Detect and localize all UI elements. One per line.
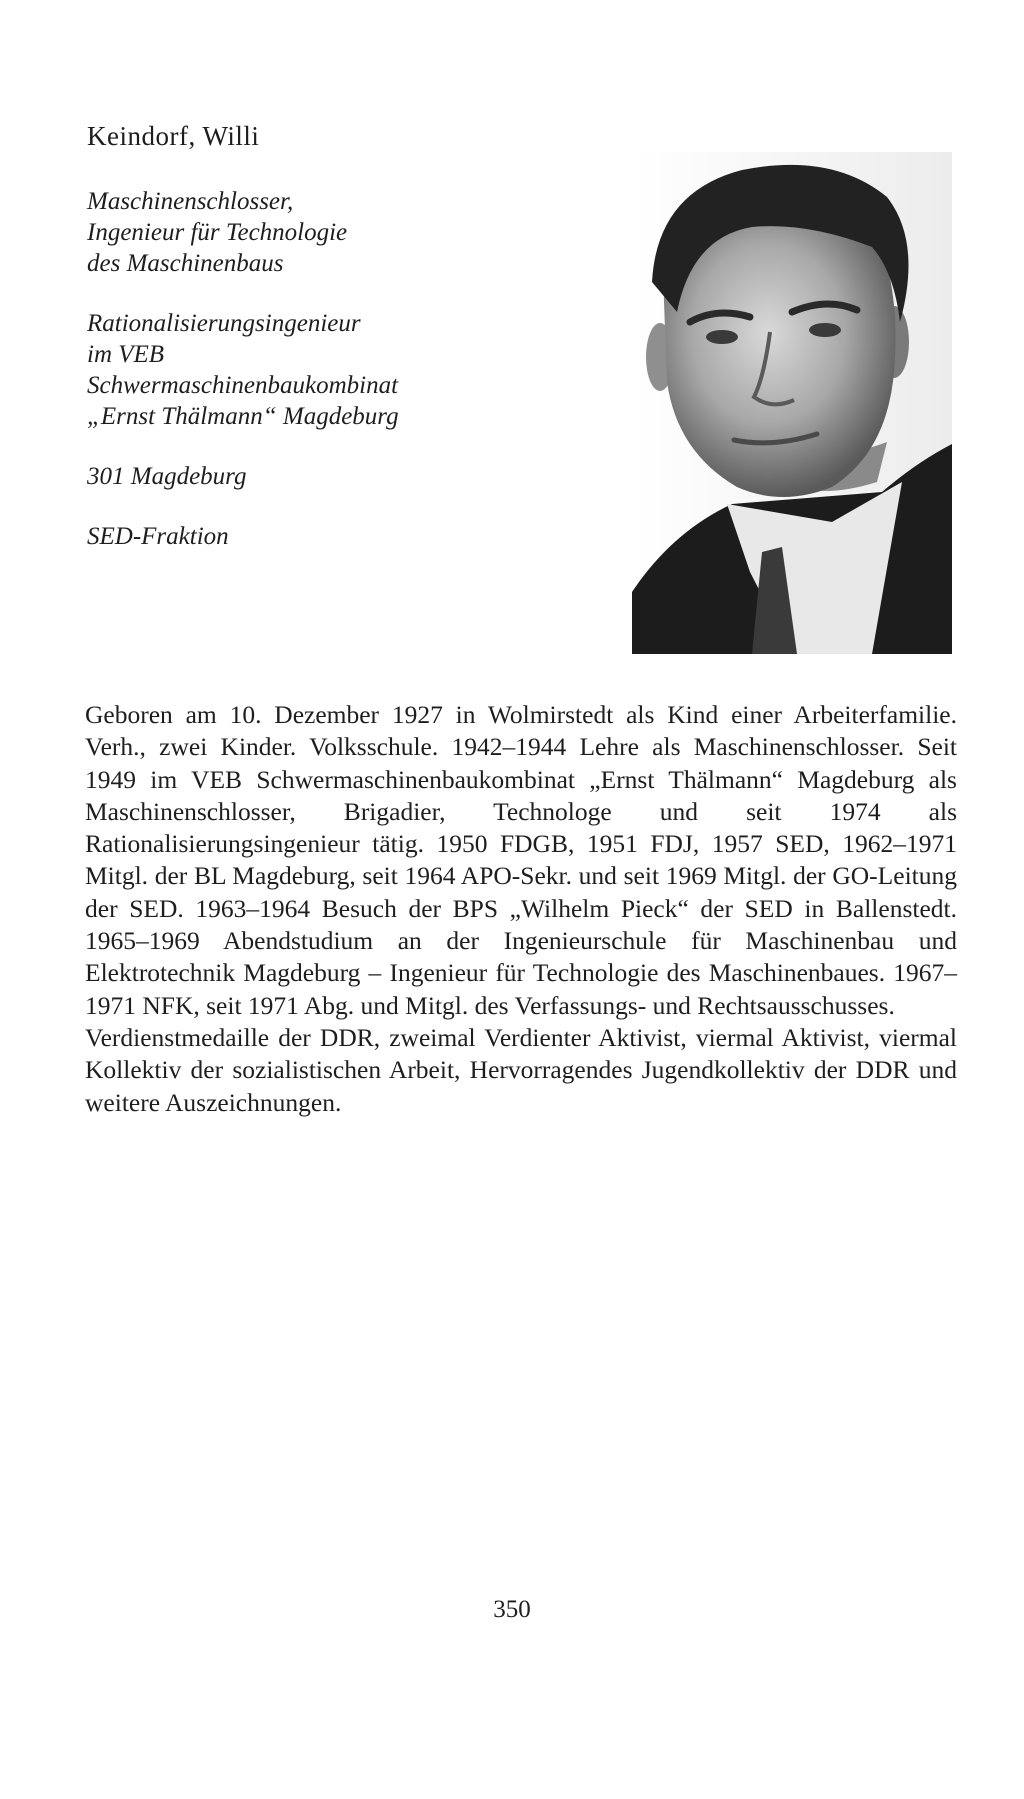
biography-paragraph: Geboren am 10. Dezember 1927 in Wolmirstedt als Kind einer Arbeiterfamilie. Verh., zwei Kinder. Volksschule. 1942–1944 Lehre als Maschinenschlosser. Seit 1949 im VEB Schwermaschinenbaukombinat „Ernst Thälmann“ Magdeburg als Maschinenschlosser, Brigadier, Technologe und seit 1974 als Rationalisierungsingenieur tätig. 1950 FDGB, 1951 FDJ, 1957 SED, 1962–1971 Mitgl. der BL Magdeburg, seit 1964 APO-Sekr. und seit 1969 Mitgl. der GO-Leitung der SED. 1963–1964 Besuch der BPS „Wilhelm Pieck“ der SED in Ballenstedt. 1965–1969 Abendstudium an der Ingenieurschule für Maschinenbau und Elektrotechnik Magdeburg – Ingenieur für Technologie des Maschinenbaues. 1967–1971 NFK, seit 1971 Abg. und Mitgl. des Verfassungs- und Rechtsausschusses. bbox=[85, 700, 957, 1020]
address: 301 Magdeburg bbox=[87, 463, 247, 490]
profession-line: Ingenieur für Technologie bbox=[87, 219, 348, 246]
biography bbox=[85, 699, 957, 1119]
position-line: Rationalisierungsingenieur bbox=[87, 310, 361, 337]
profession-block bbox=[87, 186, 607, 279]
faction: SED-Fraktion bbox=[87, 523, 229, 550]
person-info bbox=[87, 186, 607, 581]
person-name: Keindorf, Willi bbox=[87, 121, 260, 151]
position-block bbox=[87, 308, 607, 432]
position-line: Schwermaschinenbaukombinat bbox=[87, 372, 399, 399]
profession-line: Maschinenschlosser, bbox=[87, 188, 294, 215]
biography-paragraph: Verdienstmedaille der DDR, zweimal Verdienter Aktivist, viermal Aktivist, viermal Kollektiv der sozialistischen Arbeit, Hervorragendes Jugendkollektiv der DDR und weitere Auszeichnungen. bbox=[85, 1022, 957, 1117]
faction-block bbox=[87, 521, 607, 552]
position-line: im VEB bbox=[87, 341, 165, 368]
position-line: „Ernst Thälmann“ Magdeburg bbox=[87, 403, 399, 430]
profession-line: des Maschinenbaus bbox=[87, 250, 284, 277]
portrait-photo bbox=[632, 152, 952, 654]
address-block bbox=[87, 461, 607, 492]
page-number: 350 bbox=[493, 1596, 531, 1623]
